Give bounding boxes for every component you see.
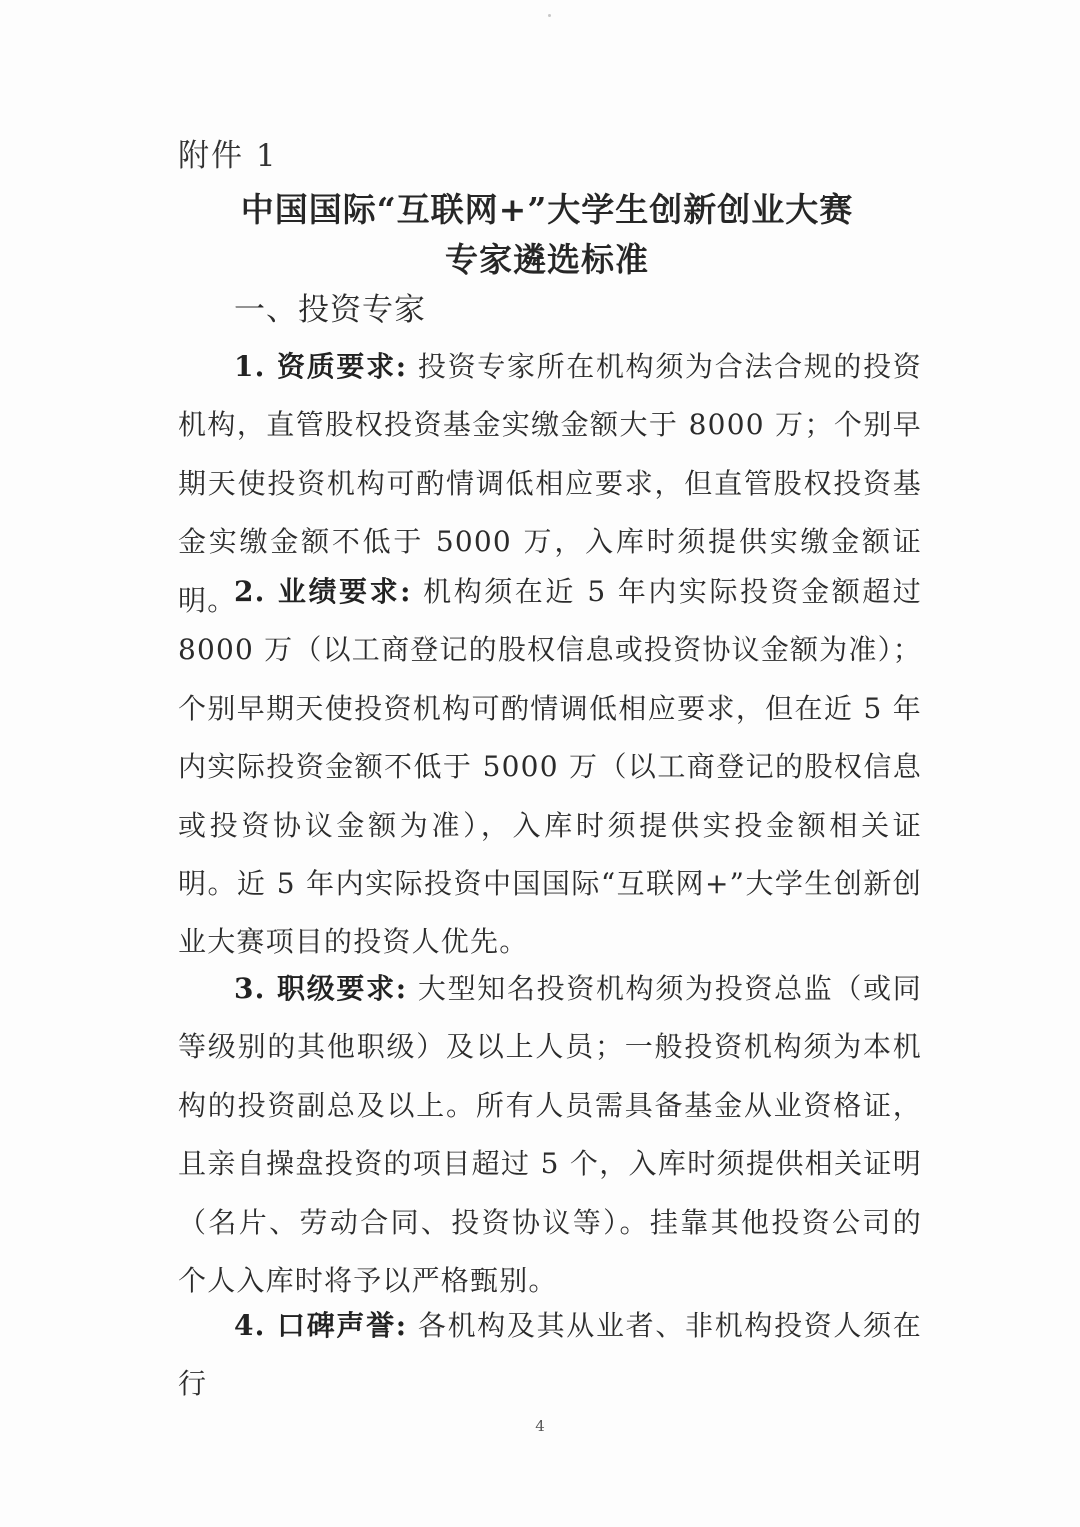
paragraph-lead: 1. 资质要求: [234, 350, 408, 383]
document-title-line-1: 中国国际“互联网+”大学生创新创业大赛 [240, 190, 854, 229]
paragraph-body: 大型知名投资机构须为投资总监（或同等级别的其他职级）及以上人员；一般投资机构须为本机构的投资副总及以上。所有人员需具备基金从业资格证，且亲自操盘投资的项目超过 5 个，入库时须提供相关证明（名片、劳动合同、投资协议等）。挂靠其他投资公司的个人入库时将予以严格甄别。 [178, 972, 922, 1298]
paragraph-body: 机构须在近 5 年内实际投资金额超过 8000 万（以工商登记的股权信息或投资协议金额为准）；个别早期天使投资机构可酌情调低相应要求，但在近 5 年内实际投资金额不低于 5000 万（以工商登记的股权信息或投资协议金额为准），入库时须提供实投金额相关证明。近 5 年内实际投资中国国际“互联网+”大学生创新创业大赛项目的投资人优先。 [178, 575, 922, 959]
paragraph-lead: 3. 职级要求: [234, 972, 408, 1005]
paragraph-rank [178, 960, 922, 1310]
paragraph-body: 投资专家所在机构须为合法合规的投资机构，直管股权投资基金实缴金额大于 8000 万；个别早期天使投资机构可酌情调低相应要求，但直管股权投资基金实缴金额不低于 5000 万，入库时须提供实缴金额证明。 [178, 350, 922, 617]
section-heading: 一、投资专家 [234, 292, 426, 328]
paragraph-performance [178, 563, 922, 972]
paragraph-lead: 4. 口碑声誉: [234, 1309, 408, 1342]
page-number: 4 [535, 1417, 545, 1435]
annex-label: 附件 1 [178, 138, 278, 174]
scan-speck [548, 14, 551, 17]
paragraph-reputation [178, 1297, 922, 1414]
document-title-line-2: 专家遴选标准 [445, 240, 649, 279]
paragraph-body: 各机构及其从业者、非机构投资人须在行 [178, 1309, 922, 1401]
paragraph-lead: 2. 业绩要求: [234, 575, 412, 608]
